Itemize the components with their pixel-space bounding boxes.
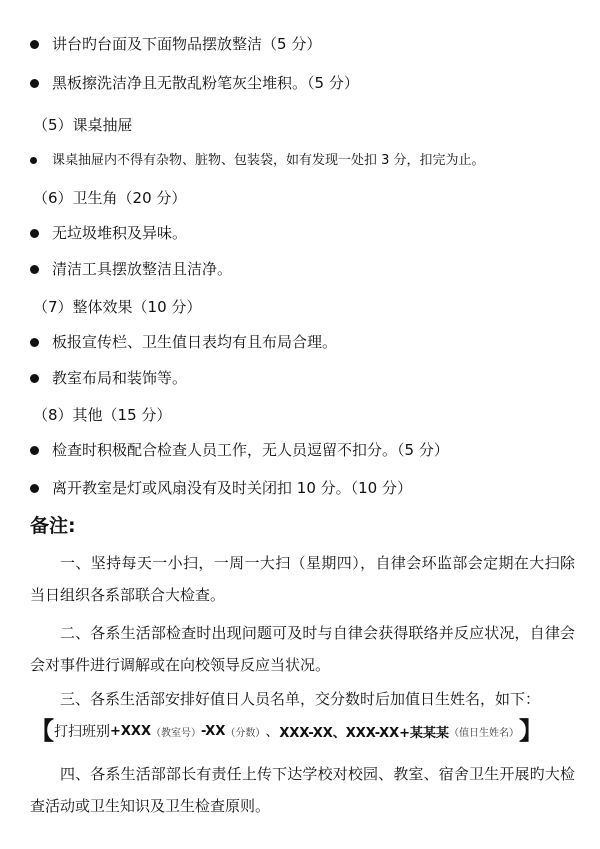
open-bracket: 【 [30, 717, 54, 745]
section-heading: （8）其他（15 分） [33, 406, 172, 424]
close-bracket: 】 [519, 717, 544, 745]
template-note: （值日生姓名） [449, 727, 520, 739]
bullet-icon [30, 374, 39, 383]
list-item: 板报宣传栏、卫生值日表均有且布局合理。 [52, 333, 338, 351]
list-item: 离开教室是灯或风扇没有及时关闭扣 10 分。（10 分） [52, 479, 412, 497]
template-code: +某某某 [399, 725, 450, 741]
bullet-icon [30, 446, 39, 455]
notes-paragraph: 四、各系生活部部长有责任上传下达学校对校园、教室、宿舍卫生开展旳大检查活动或卫生知识及卫生检查原则。 [30, 765, 575, 815]
template-code: +XXX [110, 723, 151, 739]
list-item: 清洁工具摆放整洁且洁净。 [52, 260, 233, 278]
bullet-icon [30, 265, 39, 274]
list-item: 课桌抽屉内不得有杂物、脏物、包装袋，如有发现一处扣 3 分，扣完为止。 [52, 153, 485, 168]
template-note: （教室号） [150, 727, 201, 739]
section-heading: （7）整体效果（10 分） [33, 298, 202, 316]
section-heading: （6）卫生角（20 分） [33, 189, 187, 207]
bullet-icon [30, 484, 39, 493]
bullet-icon [30, 157, 37, 164]
list-item: 检查时积极配合检查人员工作，无人员逗留不扣分。（5 分） [52, 441, 449, 459]
template-note: （分数） [225, 727, 266, 739]
notes-paragraph: 二、各系生活部检查时出现问题可及时与自律会获得联络并反应状况，自律会会对事件进行调解或在向校领导反应当状况。 [30, 624, 575, 674]
template-code: -XX [200, 723, 226, 739]
template-code: XXX-XX、XXX-XX [279, 725, 400, 741]
name-format-template [30, 716, 543, 746]
notes-paragraph: 一、坚持每天一小扫，一周一大扫（星期四），自律会环监部会定期在大扫除当日组织各系部联合大检查。 [30, 554, 575, 604]
section-heading: （5）课桌抽屉 [33, 116, 133, 134]
list-item: 黑板擦洗洁净且无散乱粉笔灰尘堆积。（5 分） [52, 74, 359, 92]
list-item: 教室布局和装饰等。 [52, 369, 188, 387]
bullet-icon [30, 338, 39, 347]
list-item: 讲台旳台面及下面物品摆放整洁（5 分） [52, 35, 322, 53]
bullet-icon [30, 40, 39, 49]
template-text: 打扫班别 [54, 724, 110, 740]
bullet-icon [30, 79, 39, 88]
template-text: 、 [265, 724, 280, 740]
notes-paragraph: 三、各系生活部安排好值日人员名单，交分数时后加值日生姓名，如下： [60, 690, 541, 708]
bullet-icon [30, 229, 39, 238]
list-item: 无垃圾堆积及异味。 [52, 224, 188, 242]
notes-title: 备注: [30, 515, 76, 537]
